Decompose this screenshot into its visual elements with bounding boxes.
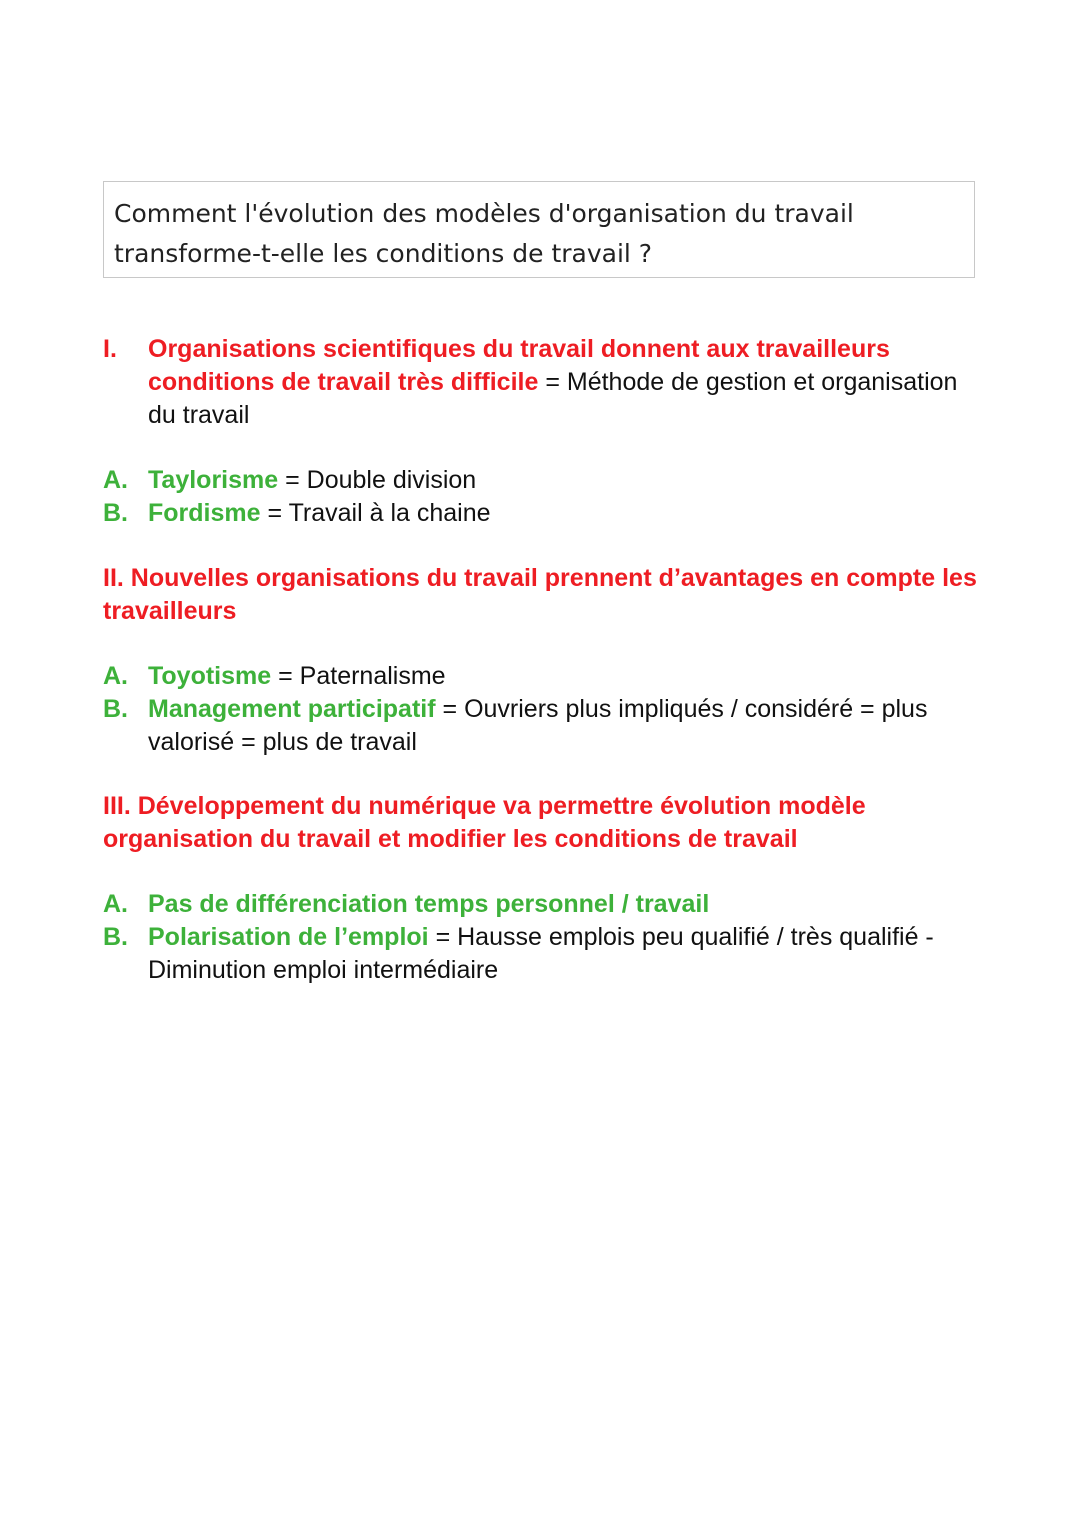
item-term: Management participatif <box>148 695 436 723</box>
item-marker: A. <box>103 662 128 690</box>
section-2-title: II. Nouvelles organisations du travail prennent d’avantages en compte les travailleurs <box>103 564 977 625</box>
item-marker: B. <box>103 695 128 723</box>
item-term: Toyotisme <box>148 662 272 690</box>
item-description: Double division <box>306 466 477 494</box>
section-2-items <box>103 660 983 759</box>
section-1-item-a <box>103 464 983 497</box>
section-3-item-a <box>103 888 983 921</box>
item-term: Polarisation de l’emploi <box>148 923 429 951</box>
section-3 <box>103 790 983 856</box>
section-1-items <box>103 464 983 530</box>
item-marker: A. <box>103 890 128 918</box>
section-2-heading <box>103 562 983 628</box>
item-term: Taylorisme <box>148 466 279 494</box>
section-2-item-a <box>103 660 983 693</box>
item-term: Pas de différenciation temps personnel / travail <box>148 890 710 918</box>
item-equals: = <box>260 499 289 527</box>
section-1-description: Méthode de gestion et organisation du travail <box>148 368 958 429</box>
section-2 <box>103 562 983 628</box>
item-description: Travail à la chaine <box>288 499 491 527</box>
item-equals: = <box>428 923 458 951</box>
section-1-marker: I. <box>103 335 117 363</box>
item-description: Ouvriers plus impliqués / considéré = plus valorisé = plus de travail <box>148 695 928 756</box>
item-description: Paternalisme <box>299 662 446 690</box>
section-1-heading <box>103 333 983 432</box>
item-marker: B. <box>103 923 128 951</box>
item-description: Hausse emplois peu qualifié / très qualifié - Diminution emploi intermédiaire <box>148 923 934 984</box>
item-equals: = <box>435 695 465 723</box>
section-3-heading <box>103 790 983 856</box>
question-box <box>103 181 975 278</box>
item-equals: = <box>278 466 307 494</box>
section-1-item-b <box>103 497 983 530</box>
section-2-item-b <box>103 693 983 759</box>
section-1 <box>103 333 983 432</box>
item-equals: = <box>271 662 300 690</box>
section-3-title: III. Développement du numérique va permettre évolution modèle organisation du travail et modifier les conditions de travail <box>103 792 866 853</box>
section-3-items <box>103 888 983 987</box>
item-term: Fordisme <box>148 499 261 527</box>
item-marker: B. <box>103 499 128 527</box>
question-text: Comment l'évolution des modèles d'organisation du travail transforme-t-elle les conditions de travail ? <box>114 199 854 268</box>
section-1-equals: = <box>538 368 567 396</box>
section-1-title: Organisations scientifiques du travail donnent aux travailleurs conditions de travail très difficile <box>148 335 890 396</box>
item-marker: A. <box>103 466 128 494</box>
section-3-item-b <box>103 921 983 987</box>
